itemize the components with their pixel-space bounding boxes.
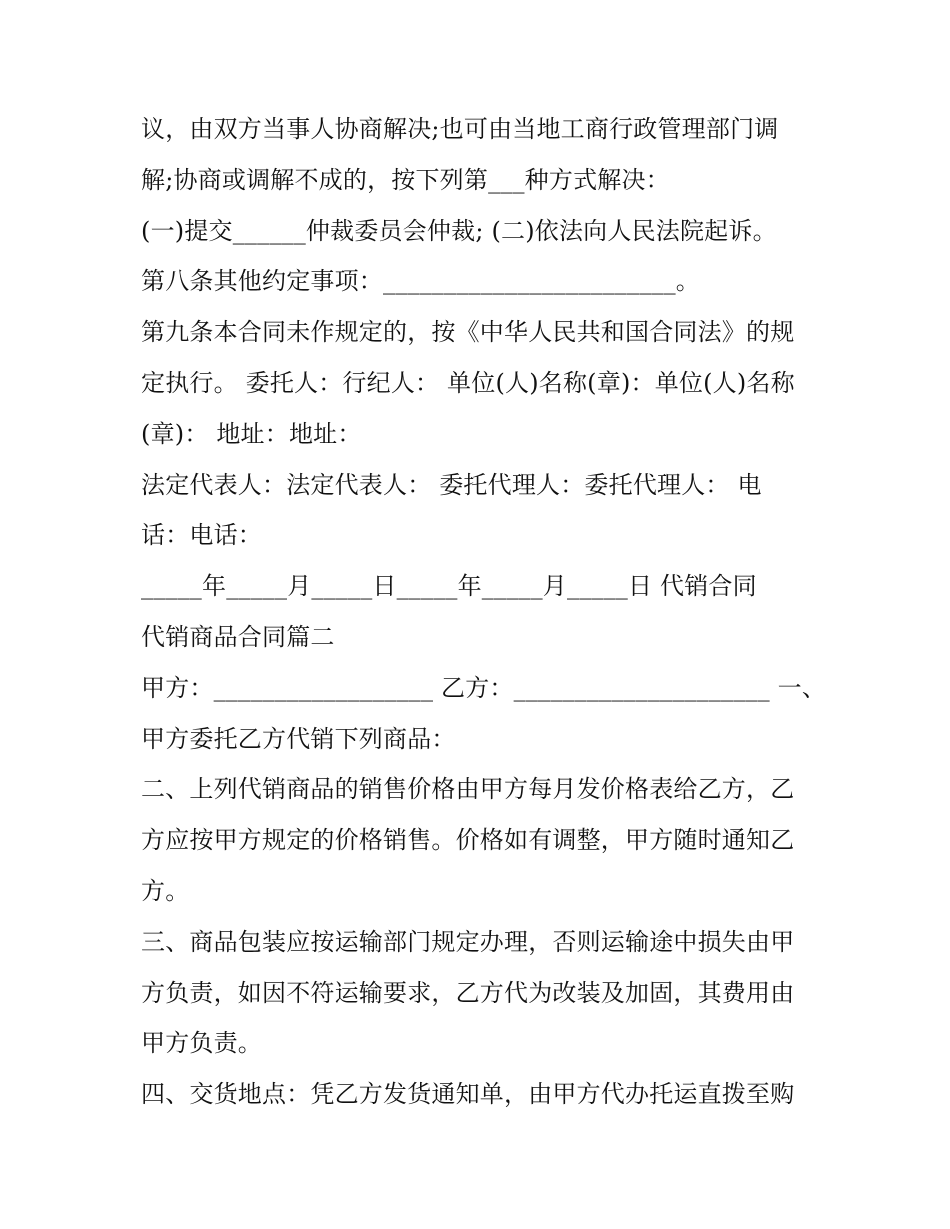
text-line: 四、交货地点：凭乙方发货通知单，由甲方代办托运直拨至购 — [141, 1080, 795, 1109]
document-body — [141, 104, 827, 1120]
text-line: 方负责，如因不符运输要求，乙方代为改装及加固，其费用由 — [141, 978, 795, 1007]
text-line: 三、商品包装应按运输部门规定办理，否则运输途中损失由甲 — [141, 927, 795, 956]
section-heading: 代销商品合同篇二 — [141, 622, 335, 651]
parties-line: 甲方：__________________ 乙方：_____________________ 一、 — [141, 673, 827, 702]
text-line: 话：电话： — [141, 521, 262, 550]
text-line: 方。 — [141, 876, 190, 905]
text-line: 二、上列代销商品的销售价格由甲方每月发价格表给乙方，乙 — [141, 775, 795, 804]
text-line: 定执行。 委托人：行纪人： 单位(人)名称(章)：单位(人)名称 — [141, 368, 795, 397]
text-line: 方应按甲方规定的价格销售。价格如有调整，甲方随时通知乙 — [141, 826, 795, 855]
date-line: _____年_____月_____日_____年_____月_____日 代销合同 — [141, 572, 757, 601]
text-line: 甲方负责。 — [141, 1029, 262, 1058]
text-line: (章)： 地址：地址： — [141, 419, 362, 448]
text-line: 第九条本合同未作规定的，按《中华人民共和国合同法》的规 — [141, 318, 795, 347]
text-line: 解;协商或调解不成的，按下列第___种方式解决： — [141, 165, 670, 194]
text-line: 议，由双方当事人协商解决;也可由当地工商行政管理部门调 — [141, 115, 779, 143]
text-line: 法定代表人：法定代表人： 委托代理人：委托代理人： 电 — [141, 470, 762, 499]
text-line: 第八条其他约定事项：________________________。 — [141, 267, 700, 296]
text-line: 甲方委托乙方代销下列商品： — [141, 724, 456, 753]
text-line: (一)提交______仲裁委员会仲裁; (二)依法向人民法院起诉。 — [141, 216, 777, 245]
